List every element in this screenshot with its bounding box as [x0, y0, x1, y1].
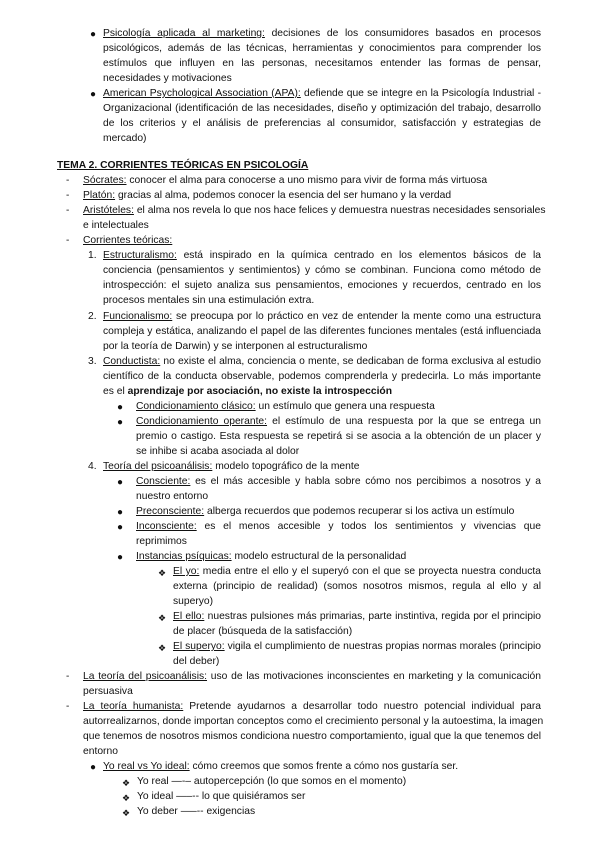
humanista-line: La teoría humanista: Pretende ayudarnos a desarrollar todo nuestro potencial individual para	[83, 701, 541, 712]
diamond-marker: ❖	[158, 643, 167, 653]
teoria-psico-line: persuasiva	[83, 686, 133, 697]
humanista-line: autorrealizarnos, donde importan conceptos como el crecimiento personal y la autoestima, la imagen	[83, 716, 544, 727]
humanista-line: entorno	[83, 746, 118, 757]
funcionalismo-line: Funcionalismo: se preocupa por lo práctico en vez de entender la mente como una estructura	[103, 311, 541, 322]
corrientes-title: Corrientes teóricas:	[83, 235, 173, 246]
diamond-marker: ❖	[158, 613, 167, 623]
ello-line: de placer (búsqueda de la satisfacción)	[173, 626, 353, 637]
consciente-line: Consciente: es el más accesible y habla sobre cómo nos percibimos a nosotros y a	[136, 476, 541, 487]
apa-line: mercado)	[103, 133, 147, 144]
superyo-line: del deber)	[173, 656, 220, 667]
list-number: 2.	[88, 311, 97, 322]
preconsciente-item: Preconsciente: alberga recuerdos que podemos recuperar si los activa un estímulo	[136, 506, 515, 517]
teoria-psico-line: La teoría del psicoanálisis: uso de las motivaciones inconscientes en marketing y la comunicación	[83, 671, 541, 682]
ello-line: El ello: nuestras pulsiones más primarias, parte instintiva, regida por el principio	[173, 611, 541, 622]
consciente-line: nuestro entorno	[136, 491, 209, 502]
bullet-marker: ●	[117, 522, 124, 533]
dash-marker: -	[66, 190, 70, 201]
platon-item: Platón: gracias al alma, podemos conocer la esencia del ser humano y la verdad	[83, 190, 452, 201]
dash-marker: -	[66, 671, 70, 682]
bullet-marker: ●	[90, 29, 97, 40]
bullet-marker: ●	[117, 552, 124, 563]
aristoteles-item: Aristóteles: el alma nos revela lo que nos hace felices y demuestra nuestras necesidades sensoriales	[83, 205, 546, 216]
bullet-marker: ●	[90, 762, 97, 773]
yo-line: superyo)	[173, 596, 214, 607]
operante-line: Condicionamiento operante: el estímulo de una respuesta por la que se entrega un	[136, 416, 542, 427]
bullet-marker: ●	[117, 477, 124, 488]
socrates-item: Sócrates: conocer el alma para conocerse a uno mismo para vivir de forma más virtuosa	[83, 175, 488, 186]
dash-marker: -	[66, 701, 70, 712]
inconsciente-line: Inconsciente: es el menos accesible y todos los sentimientos y vivencias que	[136, 521, 541, 532]
dash-marker: -	[66, 205, 70, 216]
aristoteles-cont: e intelectuales	[83, 220, 149, 231]
conductista-line: científico de la conducta observable, podemos comprenderla y predecirla. Lo más importante	[103, 371, 541, 382]
apa-line: American Psychological Association (APA): defiende que se integre en la Psicología Industrial -	[103, 88, 541, 99]
conductista-line: Conductista: no existe el alma, conciencia o mente, se dedicaban de forma exclusiva al estudio	[103, 356, 541, 367]
funcionalismo-line: por la teoría de Darwin) y se interponen al estructuralismo	[103, 341, 368, 352]
diamond-marker: ❖	[122, 778, 131, 788]
bullet-marker: ●	[117, 402, 124, 413]
bullet-marker: ●	[90, 89, 97, 100]
yo-ideal-item: Yo real vs Yo ideal: cómo creemos que somos frente a cómo nos gustaría ser.	[103, 761, 459, 772]
list-number: 4.	[88, 461, 97, 472]
estructuralismo-line: conciencia (pensamientos y sentimientos) y cómo se combinan. Funciona como método de	[103, 265, 541, 276]
diamond-marker: ❖	[122, 808, 131, 818]
marketing-line: psicológicos, además de las técnicas, herramientas y conocimientos para comprender los	[103, 43, 541, 54]
list-number: 1.	[88, 250, 97, 261]
diamond-marker: ❖	[158, 568, 167, 578]
dash-marker: -	[66, 235, 70, 246]
marketing-line: estímulos que influyen en las personas, necesitamos entender las formas de pensar,	[103, 58, 541, 69]
inconsciente-line: reprimimos	[136, 536, 187, 547]
operante-line: premio o castigo. Esta respuesta se repetirá si se asocia a la obtención de un placer y	[136, 431, 541, 442]
yo-deber-item: Yo deber —–-- exigencias	[137, 806, 256, 817]
marketing-line: necesidades y motivaciones	[103, 73, 232, 84]
marketing-line: Psicología aplicada al marketing: decisiones de los consumidores basados en procesos	[103, 28, 541, 39]
yo-real-item: Yo real —-– autopercepción (lo que somos en el momento)	[137, 776, 407, 787]
yo-ideal-subitem: Yo ideal —–-- lo que quisiéramos ser	[137, 791, 306, 802]
apa-line: de los criterios y el análisis de preferencias al consumidor, satisfacción y estrategias de	[103, 118, 541, 129]
bullet-marker: ●	[117, 417, 124, 428]
instancias-item: Instancias psíquicas: modelo estructural de la personalidad	[136, 551, 407, 562]
superyo-line: El superyo: vigila el cumplimiento de nuestras propias normas morales (principio	[173, 641, 541, 652]
yo-line: El yo: media entre el ello y el superyó con el que se proyecta nuestra conducta	[173, 566, 541, 577]
section-title: TEMA 2. CORRIENTES TEÓRICAS EN PSICOLOGÍA	[57, 160, 309, 171]
apa-line: Organizacional (identificación de las necesidades, diseño y optimización del trabajo, desarrollo	[103, 103, 541, 114]
humanista-line: que tenemos de nosotros mismos condiciona nuestro comportamiento, igual que la que tenemos del	[83, 731, 541, 742]
operante-line: se inhibe si acaba asociada al dolor	[136, 446, 300, 457]
conductista-line: es el aprendizaje por asociación, no existe la introspección	[103, 386, 393, 397]
estructuralismo-line: Estructuralismo: está inspirado en la química centrado en los elementos básicos de la	[103, 250, 541, 261]
psicoanalisis-item: Teoría del psicoanálisis: modelo topográfico de la mente	[103, 461, 360, 472]
bullet-marker: ●	[117, 507, 124, 518]
yo-line: externa (principio de realidad) (somos nosotros mismos, regula al ello y al	[173, 581, 541, 592]
estructuralismo-line: procesos mentales sin una estimulación extra.	[103, 295, 315, 306]
list-number: 3.	[88, 356, 97, 367]
dash-marker: -	[66, 175, 70, 186]
funcionalismo-line: compleja y estática, analizando el papel de las diferentes funciones mentales (está influenciada	[103, 326, 541, 337]
diamond-marker: ❖	[122, 793, 131, 803]
estructuralismo-line: introspección: el sujeto analiza sus pensamientos, emociones y recuerdos, centrado en los	[103, 280, 541, 291]
clasico-item: Condicionamiento clásico: un estímulo que genera una respuesta	[136, 401, 435, 412]
